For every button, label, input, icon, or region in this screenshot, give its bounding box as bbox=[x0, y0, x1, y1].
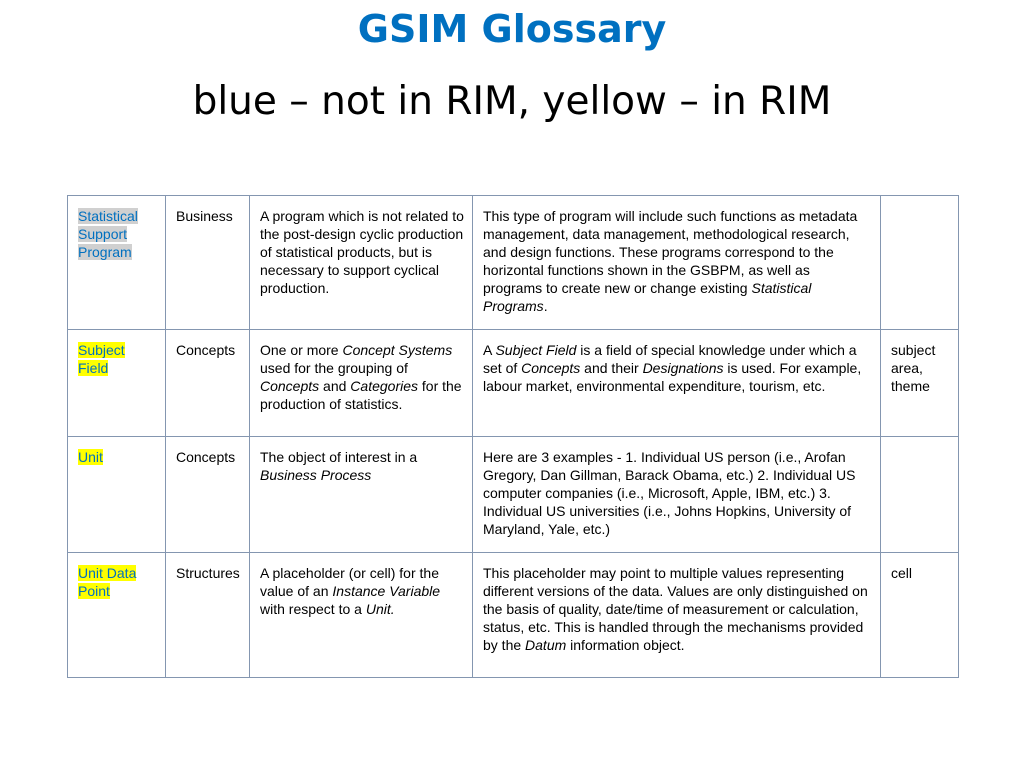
italic-term: Concepts bbox=[521, 360, 581, 376]
italic-term: Subject Field bbox=[495, 342, 577, 358]
text-segment: information object. bbox=[566, 637, 685, 653]
text-segment: is a field of special knowledge under which a set of bbox=[483, 342, 857, 376]
text-segment: and their bbox=[580, 360, 643, 376]
term-text: Statistical Support Program bbox=[78, 208, 138, 260]
synonyms-cell bbox=[881, 437, 959, 553]
text-segment: The object of interest in a bbox=[260, 449, 418, 465]
category-cell: Structures bbox=[166, 553, 250, 678]
term-cell bbox=[68, 196, 166, 330]
category-cell: Business bbox=[166, 196, 250, 330]
italic-term: Datum bbox=[525, 637, 567, 653]
term-text: Unit Data Point bbox=[78, 565, 137, 599]
term-cell bbox=[68, 437, 166, 553]
explanation-cell bbox=[473, 553, 881, 678]
text-segment: A program which is not related to the post-design cyclic production of statistical products, but is necessary to support cyclical production. bbox=[260, 208, 464, 296]
definition-cell bbox=[250, 553, 473, 678]
italic-term: Instance Variable bbox=[332, 583, 441, 599]
italic-term: Designations bbox=[642, 360, 724, 376]
table-row bbox=[68, 437, 959, 553]
page-subtitle: blue – not in RIM, yellow – in RIM bbox=[192, 79, 832, 124]
definition-cell bbox=[250, 437, 473, 553]
text-segment: used for the grouping of bbox=[260, 360, 408, 376]
italic-term: Concept Systems bbox=[342, 342, 453, 358]
italic-term: Categories bbox=[350, 378, 418, 394]
page-title: GSIM Glossary bbox=[357, 7, 667, 51]
definition-cell bbox=[250, 196, 473, 330]
table-row bbox=[68, 196, 959, 330]
synonyms-cell bbox=[881, 196, 959, 330]
synonyms-cell: cell bbox=[881, 553, 959, 678]
text-segment: and bbox=[319, 378, 351, 394]
definition-cell bbox=[250, 330, 473, 437]
italic-term: Unit. bbox=[365, 601, 395, 617]
text-segment: . bbox=[543, 298, 548, 314]
text-segment: This placeholder may point to multiple values representing different versions of the data. Values are only distinguished on the basis of quality, date/time of measurement or calculation, status, etc. This is handled through the mechanisms provided by the bbox=[483, 565, 868, 653]
text-segment: with respect to a bbox=[260, 601, 366, 617]
text-segment: A bbox=[483, 342, 496, 358]
category-cell: Concepts bbox=[166, 330, 250, 437]
term-text: Unit bbox=[78, 449, 103, 465]
category-cell: Concepts bbox=[166, 437, 250, 553]
text-segment: for the production of statistics. bbox=[260, 378, 462, 412]
term-text: Subject Field bbox=[78, 342, 125, 376]
italic-term: Business Process bbox=[260, 467, 372, 483]
explanation-cell bbox=[473, 437, 881, 553]
table-row bbox=[68, 330, 959, 437]
synonyms-cell: subject area, theme bbox=[881, 330, 959, 437]
term-cell bbox=[68, 553, 166, 678]
text-segment: is used. For example, labour market, environmental expenditure, tourism, etc. bbox=[483, 360, 862, 394]
text-segment: One or more bbox=[260, 342, 343, 358]
explanation-cell bbox=[473, 196, 881, 330]
glossary-table bbox=[67, 195, 959, 678]
text-segment: This type of program will include such functions as metadata management, data management, methodological research, and design functions. These programs correspond to the horizontal functions shown in the GSBPM, as well as programs to create new or change existing bbox=[483, 208, 858, 296]
explanation-cell bbox=[473, 330, 881, 437]
italic-term: Statistical Programs bbox=[483, 280, 812, 314]
table-row bbox=[68, 553, 959, 678]
text-segment: A placeholder (or cell) for the value of an bbox=[260, 565, 439, 599]
text-segment: Here are 3 examples - 1. Individual US person (i.e., Arofan Gregory, Dan Gillman, Barack Obama, etc.) 2. Individual US computer companies (i.e., Microsoft, Apple, IBM, etc.) 3. Individual US universities (i.e., Johns Hopkins, University of Maryland, Yale, etc.) bbox=[483, 449, 856, 537]
term-cell bbox=[68, 330, 166, 437]
italic-term: Concepts bbox=[260, 378, 320, 394]
